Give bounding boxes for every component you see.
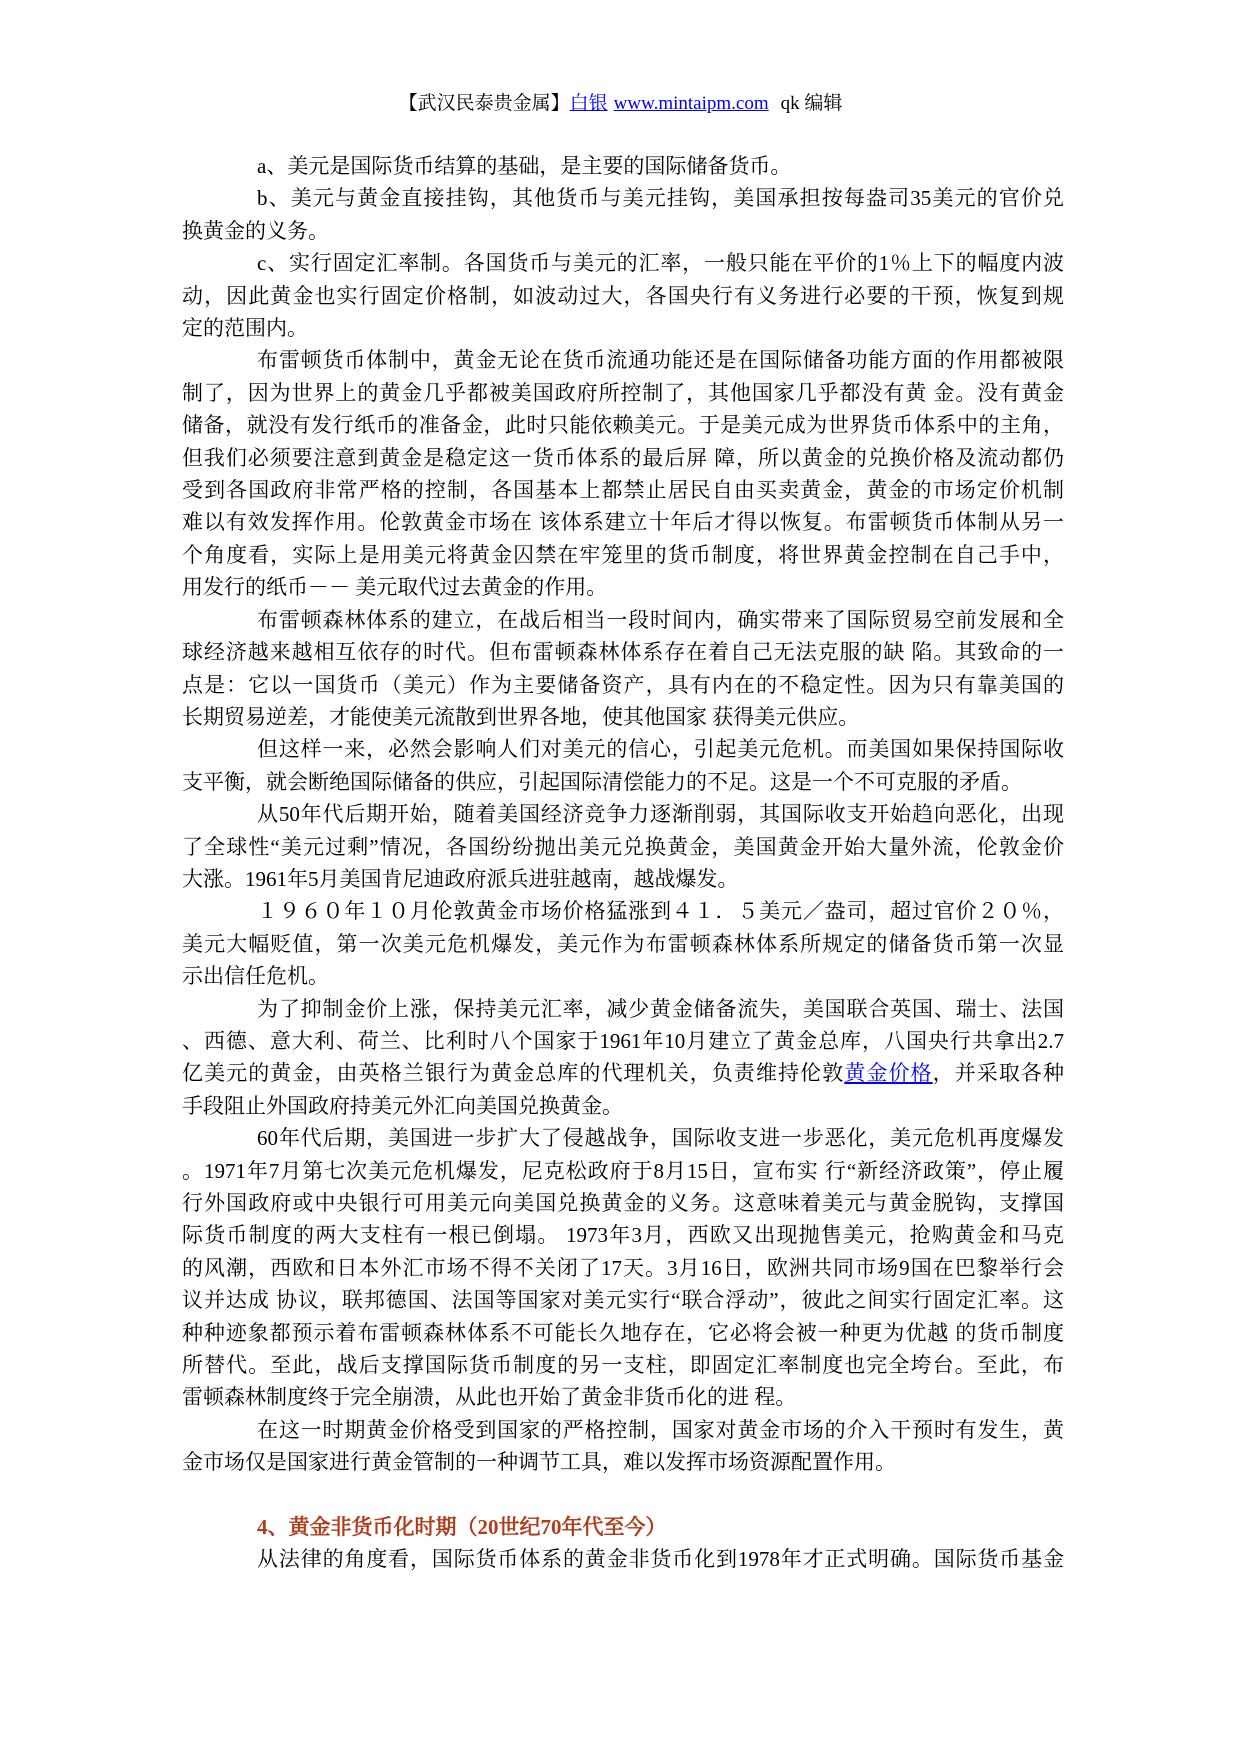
page-header — [0, 90, 1241, 118]
paragraph — [182, 344, 1064, 603]
text-line: 、西德、意大利、荷兰、比利时八个国家于1961年10月建立了黄金总库，八国央行共拿出2.7 — [182, 1028, 1064, 1053]
text-line: 美元大幅贬值，第一次美元危机爆发，美元作为布雷顿森林体系所规定的储备货币第一次显 — [182, 931, 1064, 956]
paragraph — [182, 1543, 1064, 1575]
inline-link[interactable]: 黄金价格 — [844, 1061, 933, 1086]
text-line: 雷顿森林制度终于完全崩溃，从此也开始了黄金非货币化的进 程。 — [182, 1385, 797, 1410]
text-line: c、实行固定汇率制。各国货币与美元的汇率，一般只能在平价的1％上下的幅度内波 — [257, 251, 1064, 276]
text-line: 动，因此黄金也实行固定价格制，如波动过大，各国央行有义务进行必要的干预，恢复到规 — [182, 283, 1064, 308]
heading-text: 4、黄金非货币化时期（20世纪70年代至今） — [257, 1515, 667, 1540]
text-line: 从50年代后期开始，随着美国经济竞争力逐渐削弱，其国际收支开始趋向恶化，出现 — [257, 802, 1064, 827]
text-line: 布雷顿森林体系的建立，在战后相当一段时间内，确实带来了国际贸易空前发展和全 — [257, 607, 1064, 632]
text-line: 从法律的角度看，国际货币体系的黄金非货币化到1978年才正式明确。国际货币基金 — [257, 1547, 1064, 1572]
paragraph — [182, 182, 1064, 247]
text-line: 60年代后期，美国进一步扩大了侵越战争，国际收支进一步恶化，美元危机再度爆发 — [257, 1126, 1064, 1151]
text-line: 的风潮，西欧和日本外汇市场不得不关闭了17天。3月16日，欧洲共同市场9国在巴黎举行会 — [182, 1255, 1064, 1280]
paragraph — [182, 247, 1064, 344]
text-line: 受到各国政府非常严格的控制，各国基本上都禁止居民自由买卖黄金，黄金的市场定价机制 — [182, 478, 1064, 503]
text-line — [182, 1057, 1064, 1089]
paragraph — [182, 604, 1064, 734]
text-line: 在这一时期黄金价格受到国家的严格控制，国家对黄金市场的介入干预时有发生，黄 — [257, 1417, 1064, 1442]
text-line: 了全球性“美元过剩”情况，各国纷纷抛出美元兑换黄金，美国黄金开始大量外流，伦敦金价 — [182, 834, 1064, 859]
text-line: 行外国政府或中央银行可用美元向美国兑换黄金的义务。这意味着美元与黄金脱钩，支撑国 — [182, 1191, 1064, 1215]
text-line: 用发行的纸币－－ 美元取代过去黄金的作用。 — [182, 575, 608, 600]
text-line: １９６０年１０月伦敦黄金市场价格猛涨到４１．５美元／盎司，超过官价２０％， — [257, 899, 1064, 924]
text-line: 所替代。至此，战后支撑国际货币制度的另一支柱，即固定汇率制度也完全垮台。至此，布 — [182, 1353, 1064, 1378]
text-line: 议并达成 协议，联邦德国、法国等国家对美元实行“联合浮动”，彼此之间实行固定汇率。这 — [182, 1288, 1064, 1313]
paragraph — [182, 798, 1064, 895]
text-line: a、美元是国际货币结算的基础，是主要的国际储备货币。 — [257, 154, 792, 178]
text-line: 制了，因为世界上的黄金几乎都被美国政府所控制了，其他国家几乎都没有黄 金。没有黄金 — [182, 380, 1064, 405]
text-run: ，并采取各种 — [932, 1061, 1065, 1086]
paragraph — [182, 895, 1064, 992]
text-line: 示出信任危机。 — [182, 964, 329, 989]
header-link-silver[interactable]: 白银 — [569, 93, 608, 114]
text-line: 储备，就没有发行纸币的准备金，此时只能依赖美元。于是美元成为世界货币体系中的主角， — [182, 413, 1064, 438]
header-editor: qk 编辑 — [780, 93, 843, 114]
text-line: 定的范围内。 — [182, 316, 308, 341]
text-line: 布雷顿货币体制中，黄金无论在货币流通功能还是在国际储备功能方面的作用都被限 — [257, 348, 1064, 373]
paragraph — [182, 1414, 1064, 1479]
text-line: 但这样一来，必然会影响人们对美元的信心，引起美元危机。而美国如果保持国际收 — [257, 737, 1064, 762]
header-site-name: 【武汉民泰贵金属】 — [398, 93, 570, 114]
text-line: 换黄金的义务。 — [182, 218, 329, 243]
text-line: 手段阻止外国政府持美元外汇向美国兑换黄金。 — [182, 1093, 623, 1118]
text-line: 际货币制度的两大支柱有一根已倒塌。 1973年3月，西欧又出现抛售美元，抢购黄金和马克 — [182, 1223, 1064, 1248]
section-heading — [182, 1511, 1064, 1543]
paragraph — [182, 150, 1064, 182]
text-line: 个角度看，实际上是用美元将黄金囚禁在牢笼里的货币制度，将世界黄金控制在自己手中， — [182, 542, 1064, 567]
text-line: 种种迹象都预示着布雷顿森林体系不可能长久地存在，它必将会被一种更为优越 的货币制度 — [182, 1320, 1064, 1345]
paragraph — [182, 993, 1064, 1123]
text-line: 大涨。1961年5月美国肯尼迪政府派兵进驻越南，越战爆发。 — [182, 866, 739, 891]
text-line: 金市场仅是国家进行黄金管制的一种调节工具，难以发挥市场资源配置作用。 — [182, 1450, 896, 1475]
text-run: 亿美元的黄金，由英格兰银行为黄金总库的代理机关，负责维持伦敦 — [182, 1061, 845, 1086]
text-line: b、美元与黄金直接挂钩，其他货币与美元挂钩，美国承担按每盎司35美元的官价兑 — [257, 186, 1064, 211]
text-line: 球经济越来越相互依存的时代。但布雷顿森林体系存在着自己无法克服的缺 陷。其致命的一 — [182, 640, 1064, 665]
text-line: 点是：它以一国货币（美元）作为主要储备资产，具有内在的不稳定性。因为只有靠美国的 — [182, 672, 1064, 697]
text-line: 长期贸易逆差，才能使美元流散到世界各地，使其他国家 获得美元供应。 — [182, 704, 860, 729]
paragraph — [182, 1122, 1064, 1414]
text-line: 。1971年7月第七次美元危机爆发，尼克松政府于8月15日，宣布实 行“新经济政策”，停止履 — [182, 1158, 1064, 1183]
article-body — [182, 150, 1064, 1576]
text-line: 但我们必须要注意到黄金是稳定这一货币体系的最后屏 障，所以黄金的兑换价格及流动都仍 — [182, 445, 1064, 470]
paragraph — [182, 733, 1064, 798]
text-line: 难以有效发挥作用。伦敦黄金市场在 该体系建立十年后才得以恢复。布雷顿货币体制从另一 — [182, 510, 1064, 535]
text-line: 为了抑制金价上涨，保持美元汇率，减少黄金储备流失，美国联合英国、瑞士、法国 — [257, 996, 1064, 1021]
header-link-website[interactable]: www.mintaipm.com — [613, 93, 769, 114]
text-line: 支平衡，就会断绝国际储备的供应，引起国际清偿能力的不足。这是一个不可克服的矛盾。 — [182, 769, 1022, 794]
